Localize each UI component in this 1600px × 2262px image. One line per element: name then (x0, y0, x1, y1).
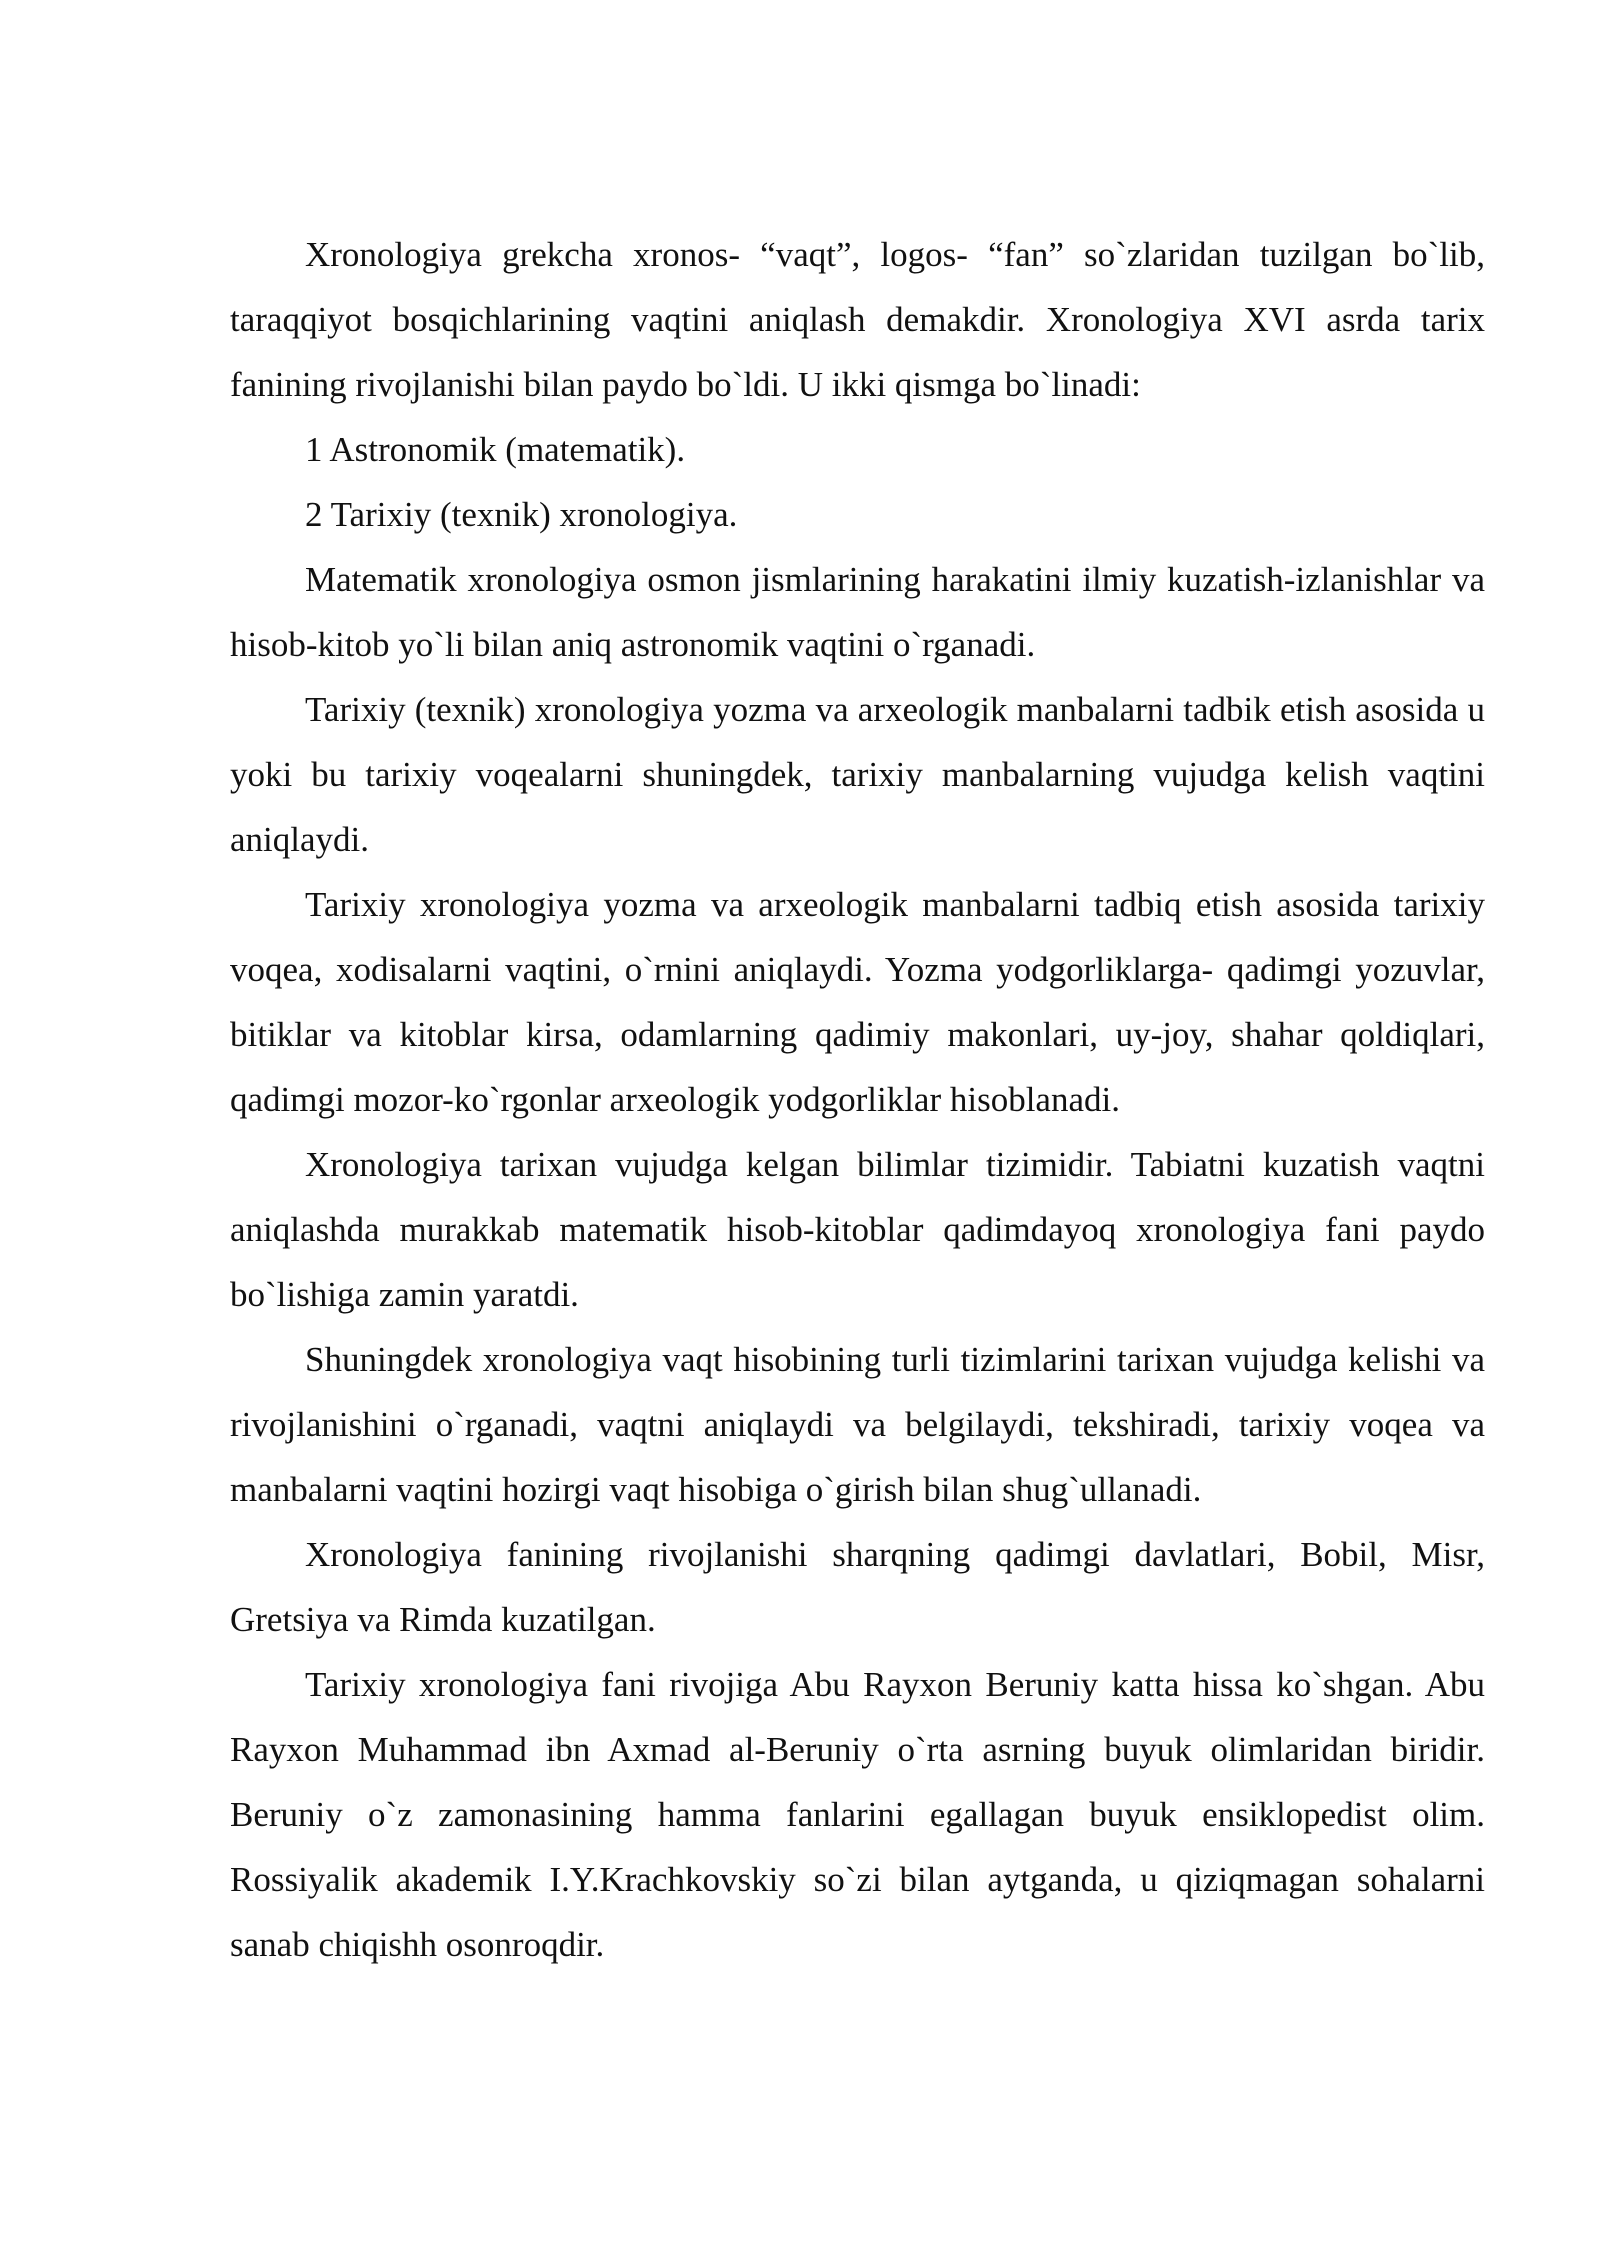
paragraph-vaqt-hisobi: Shuningdek xronologiya vaqt hisobining turli tizimlarini tarixan vujudga kelishi va rivojlanishini o`rganadi, vaqtni aniqlaydi va belgilaydi, tekshiradi, tarixiy voqea va manbalarni vaqtini hozirgi vaqt hisobiga o`girish bilan shug`ullanadi. (230, 1340, 1485, 1509)
paragraph-intro: Xronologiya grekcha xronos- “vaqt”, logos- “fan” so`zlaridan tuzilgan bo`lib, taraqqiyot bosqichlarining vaqtini aniqlash demakdir. Xronologiya XVI asrda tarix fanining rivojlanishi bilan paydo bo`ldi. U ikki qismga bo`linadi: (230, 235, 1485, 404)
paragraph-tarixiy-texnik: Tarixiy (texnik) xronologiya yozma va arxeologik manbalarni tadbik etish asosida u yoki bu tarixiy voqealarni shuningdek, tarixiy manbalarning vujudga kelish vaqtini aniqlaydi. (230, 690, 1485, 859)
paragraph-beruniy: Tarixiy xronologiya fani rivojiga Abu Rayxon Beruniy katta hissa ko`shgan. Abu Rayxon Muhammad ibn Axmad al-Beruniy o`rta asrning buyuk olimlaridan biridir. Beruniy o`z zamonasining hamma fanlarini egallagan buyuk ensiklopedist olim. Rossiyalik akademik I.Y.Krachkovskiy so`zi bilan aytganda, u qiziqmagan sohalarni sanab chiqishh osonroqdir. (230, 1665, 1485, 1964)
list-item-astronomik: 1 Astronomik (matematik). (305, 430, 686, 469)
paragraph-tarixiy-xronologiya: Tarixiy xronologiya yozma va arxeologik manbalarni tadbiq etish asosida tarixiy voqea, xodisalarni vaqtini, o`rnini aniqlaydi. Yozma yodgorliklarga- qadimgi yozuvlar, bitiklar va kitoblar kirsa, odamlarning qadimiy makonlari, uy-joy, shahar qoldiqlari, qadimgi mozor-ko`rgonlar arxeologik yodgorliklar hisoblanadi. (230, 885, 1485, 1119)
document-page (230, 222, 1485, 1977)
paragraph-bilimlar-tizimi: Xronologiya tarixan vujudga kelgan bilimlar tizimidir. Tabiatni kuzatish vaqtni aniqlashda murakkab matematik hisob-kitoblar qadimdayoq xronologiya fani paydo bo`lishiga zamin yaratdi. (230, 1145, 1485, 1314)
paragraph-matematik: Matematik xronologiya osmon jismlarining harakatini ilmiy kuzatish-izlanishlar va hisob-kitob yo`li bilan aniq astronomik vaqtini o`rganadi. (230, 560, 1485, 664)
list-item-tarixiy: 2 Tarixiy (texnik) xronologiya. (305, 495, 738, 534)
paragraph-sharq: Xronologiya fanining rivojlanishi sharqning qadimgi davlatlari, Bobil, Misr, Gretsiya va Rimda kuzatilgan. (230, 1535, 1485, 1639)
